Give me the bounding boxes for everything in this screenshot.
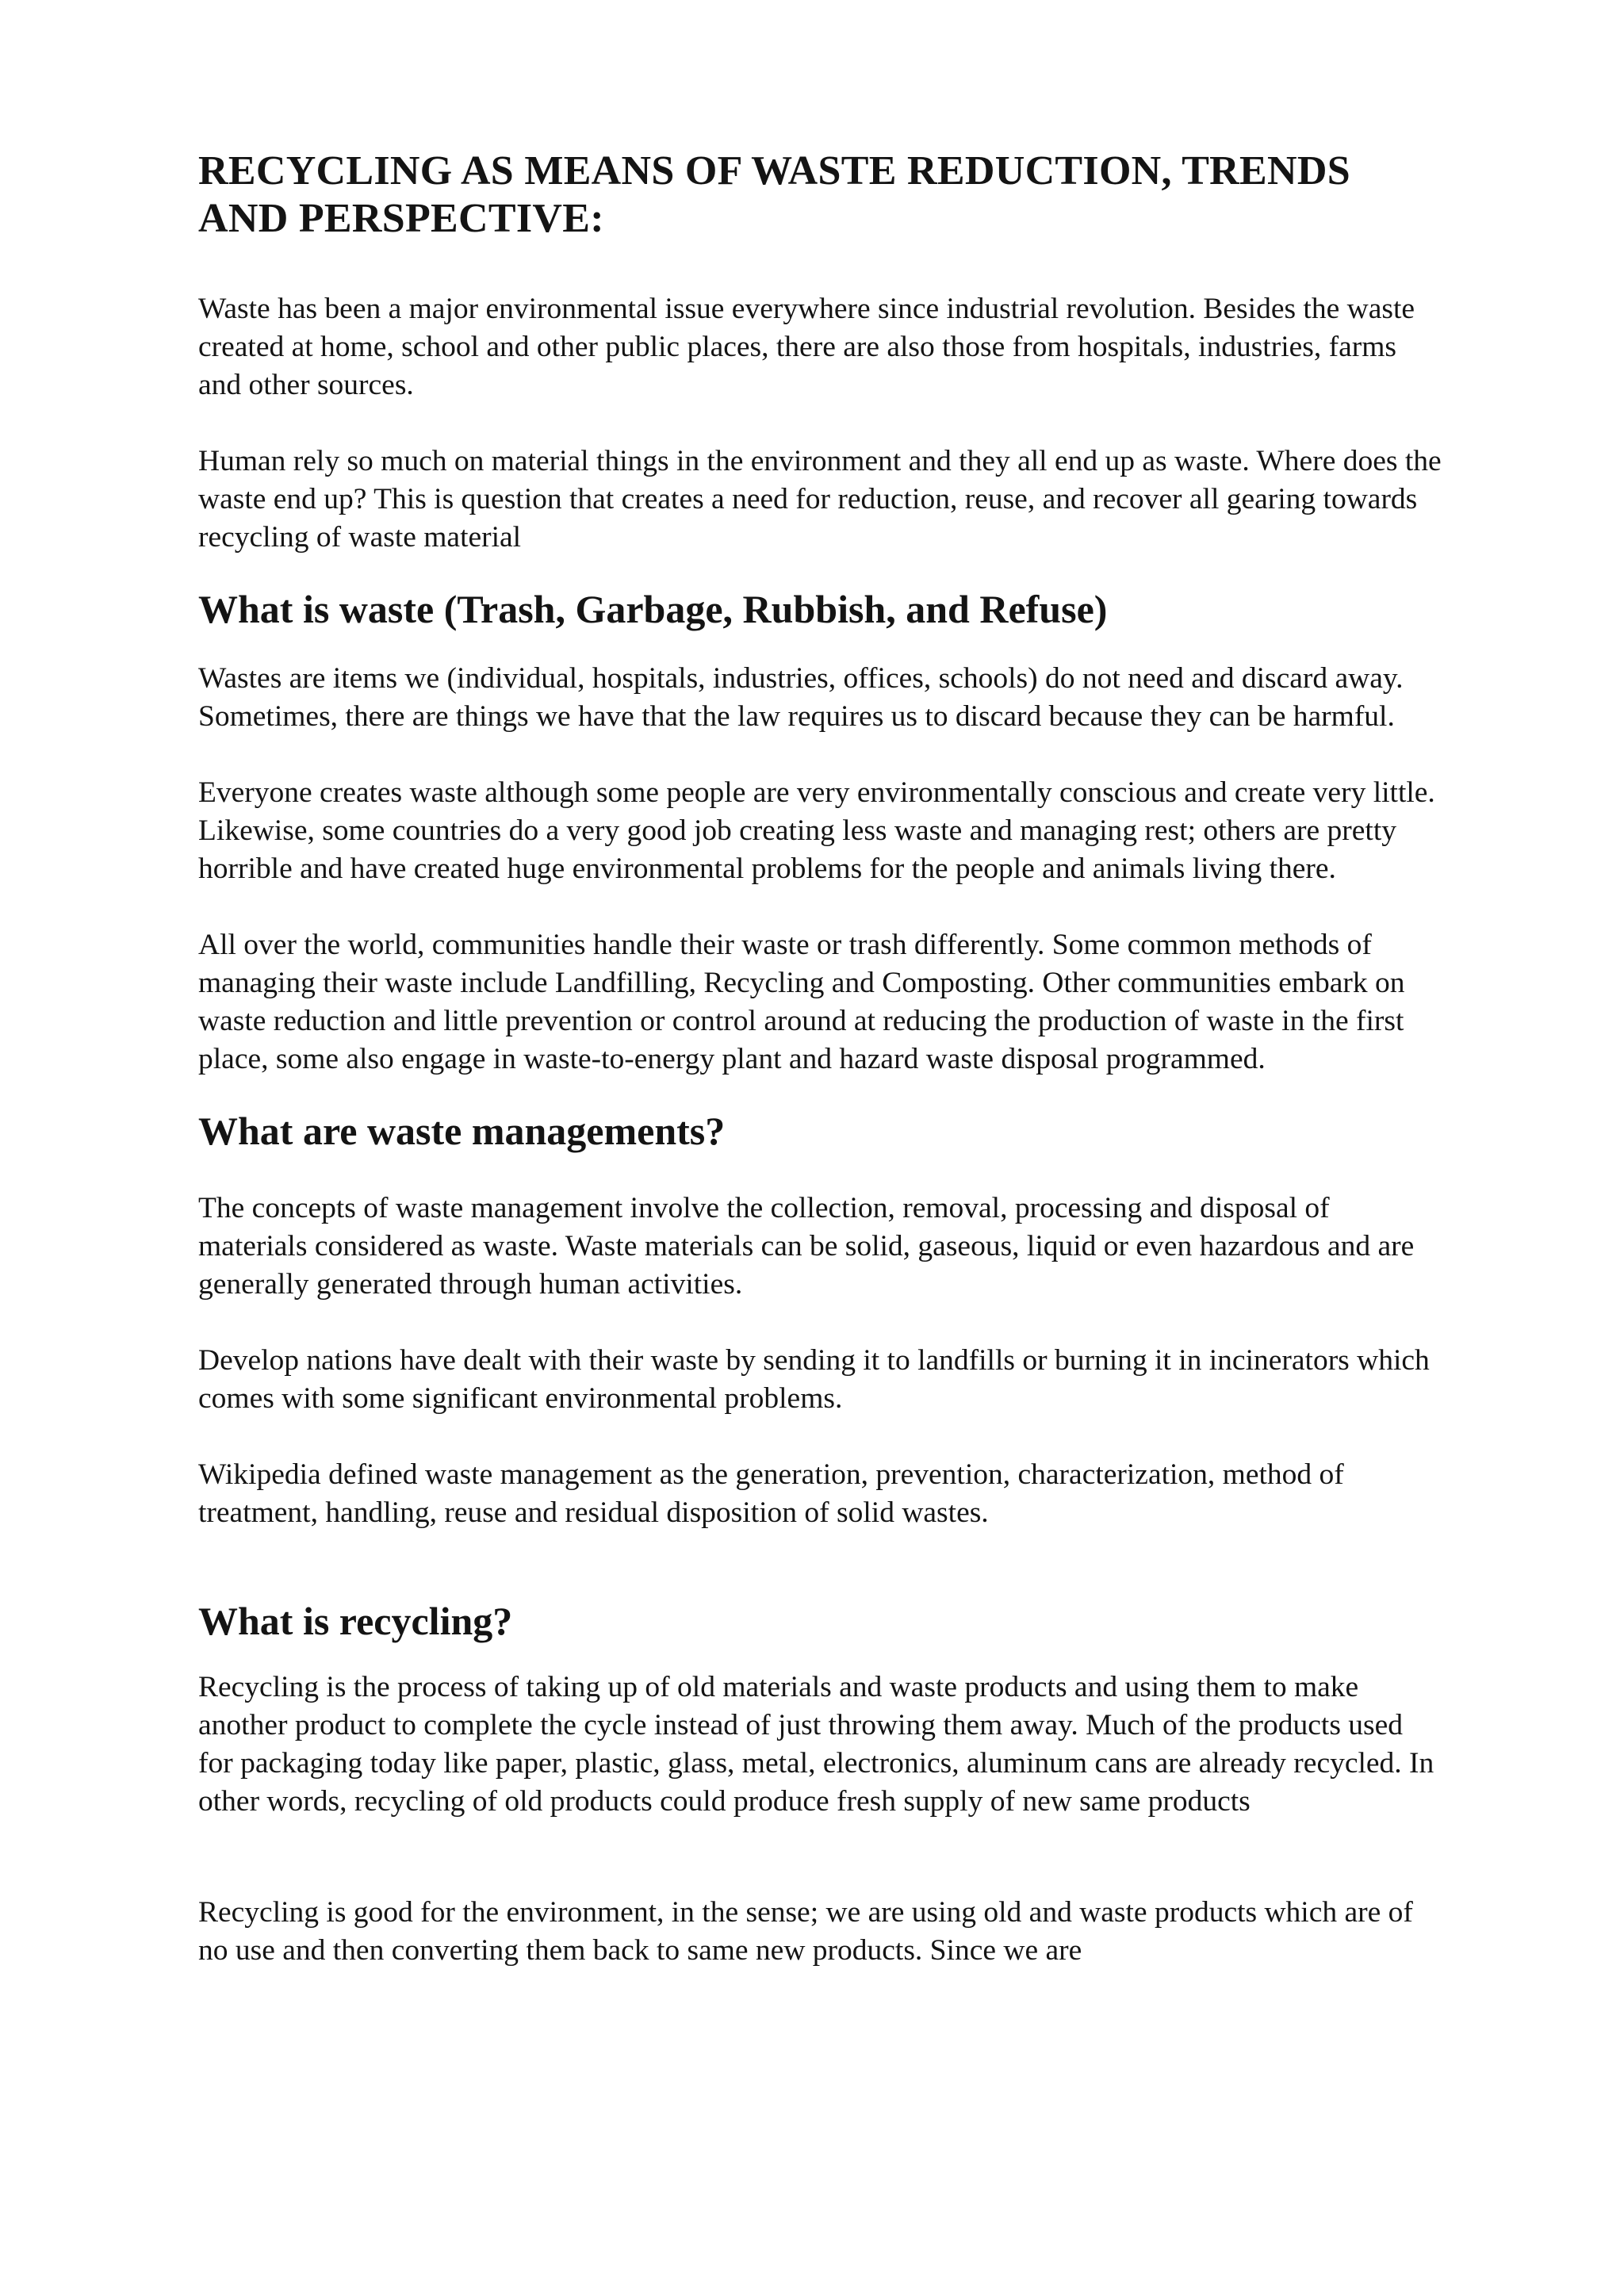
section-what-is-waste (198, 585, 1443, 1079)
document-page (198, 148, 1443, 2008)
section-waste-management (198, 1107, 1443, 1532)
section-paragraph: Recycling is good for the environment, in the sense; we are using old and waste products which are of no use and then converting them back to same new products. Since we are (198, 1896, 1413, 1967)
section-paragraph: Develop nations have dealt with their waste by sending it to landfills or burning it in incinerators which comes with some significant environmental problems. (198, 1344, 1430, 1415)
document-title: RECYCLING AS MEANS OF WASTE REDUCTION, TRENDS AND PERSPECTIVE: (198, 148, 1350, 241)
section-heading: What are waste managements? (198, 1109, 726, 1153)
intro-paragraph-2: Human rely so much on material things in the environment and they all end up as waste. Where does the waste end up? This is question that creates a need for reduction, reuse, and recover all gearing towards recycling of waste material (198, 445, 1442, 554)
section-paragraph: Wastes are items we (individual, hospitals, industries, offices, schools) do not need and discard away. Sometimes, there are things we have that the law requires us to discard because they can be harmful. (198, 662, 1404, 733)
intro-paragraph-1: Waste has been a major environmental issue everywhere since industrial revolution. Besides the waste created at home, school and other public places, there are also those from hospitals, industries, farms and other sources. (198, 293, 1415, 401)
section-paragraph: The concepts of waste management involve the collection, removal, processing and disposal of materials considered as waste. Waste materials can be solid, gaseous, liquid or even hazardous and are generally generated through human activities. (198, 1192, 1415, 1301)
section-heading: What is waste (Trash, Garbage, Rubbish, and Refuse) (198, 587, 1108, 631)
section-paragraph: Recycling is the process of taking up of old materials and waste products and using them to make another product to complete the cycle instead of just throwing them away. Much of the products used for packaging today like paper, plastic, glass, metal, electronics, aluminum cans are already recycled. In other words, recycling of old products could produce fresh supply of new same products (198, 1671, 1434, 1818)
section-what-is-recycling (198, 1597, 1443, 1970)
section-paragraph: All over the world, communities handle their waste or trash differently. Some common methods of managing their waste include Landfilling, Recycling and Composting. Other communities embark on waste reduction and little prevention or control around at reducing the production of waste in the first place, some also engage in waste-to-energy plant and hazard waste disposal programmed. (198, 929, 1405, 1075)
section-heading: What is recycling? (198, 1599, 513, 1643)
section-paragraph: Everyone creates waste although some people are very environmentally conscious and create very little. Likewise, some countries do a very good job creating less waste and managing rest; others are pretty horrible and have created huge environmental problems for the people and animals living there. (198, 776, 1435, 885)
section-paragraph: Wikipedia defined waste management as the generation, prevention, characterization, method of treatment, handling, reuse and residual disposition of solid wastes. (198, 1458, 1344, 1529)
